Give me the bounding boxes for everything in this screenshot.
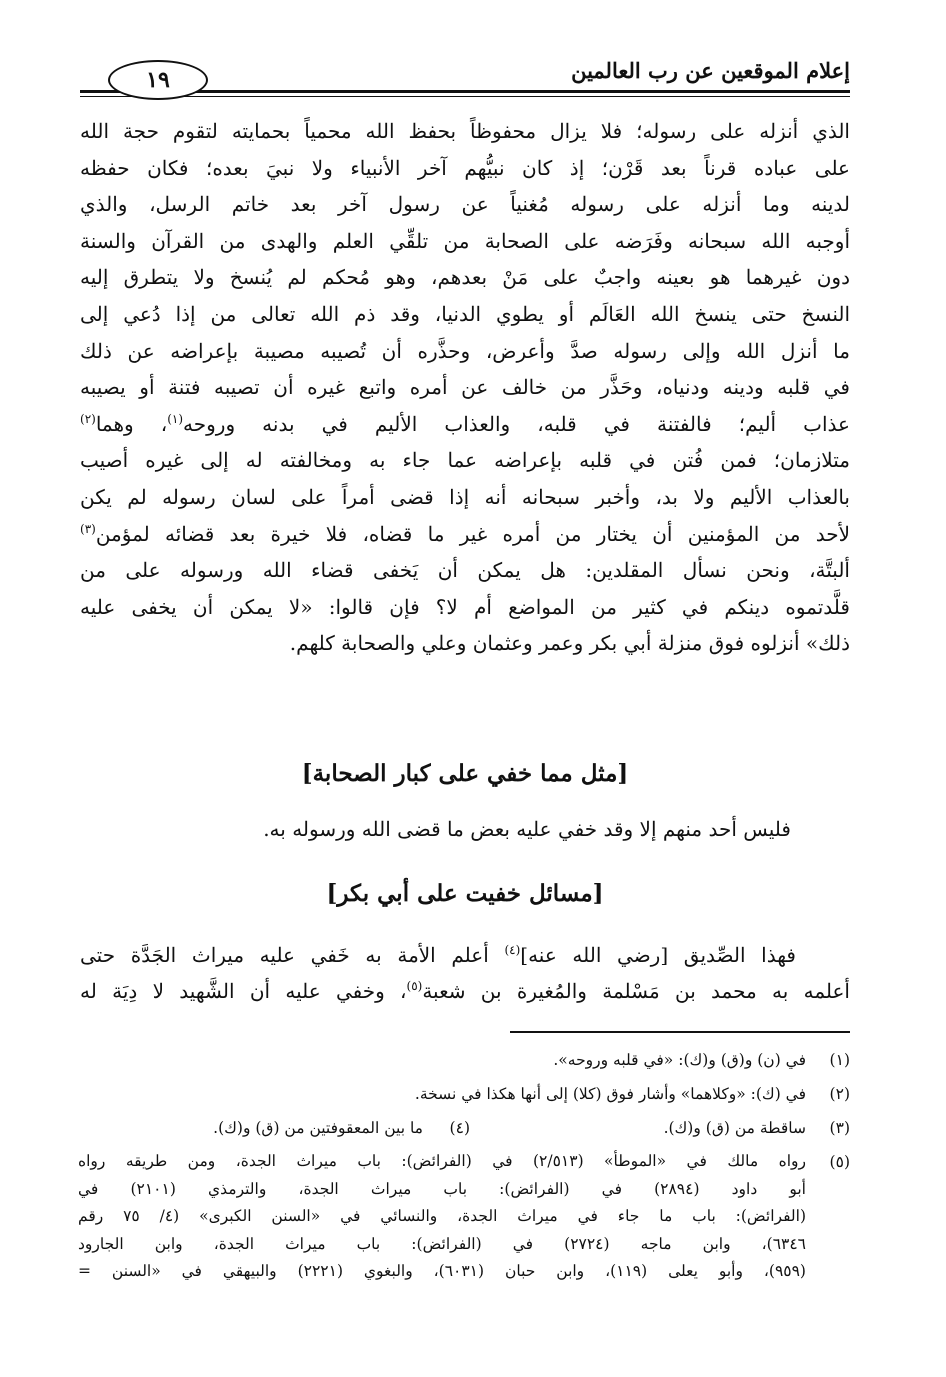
footnote-text: ما بين المعقوفتين من (ق) و(ك). [213,1119,423,1137]
text-line [80,937,850,973]
text-segment: لأحد من المؤمنين أن يختار من أمره غير ما قضاه، فلا خيرة بعد قضائه لمؤمن [95,521,850,546]
text-line: أوجبه الله سبحانه وفَرَضه على الصحابة من تلقِّي العلم والهدى من القرآن والسنة [80,228,850,253]
footnote-number: (٥) [829,1153,850,1171]
text-line: الذي أنزله على رسوله؛ فلا يزال محفوظاً بحفظ الله محمياً بحمايته لتقوم حجة الله [80,119,850,143]
footnotes [78,1046,850,1286]
footnote-item [78,1148,850,1286]
footnote-text: في (ك): «وكلاهما» وأشار فوق (كلا) إلى أنها هكذا في نسخة. [414,1085,806,1103]
book-title: إعلام الموقعين عن رب العالمين [571,58,850,83]
footnote-line: ٦٣٤٦)، وابن ماجه (٢٧٢٤) في (الفرائض): باب ميراث الجدة، وابن الجارود [78,1234,806,1253]
text-line: بالعذاب الأليم ولا بد، وأخبر سبحانه أنه إذا قضى أمراً على لسان رسوله لم يكن [80,484,850,509]
text-segment: أعلمه به محمد بن مَسْلمة والمُغيرة بن شعبة [422,979,850,1003]
section-paragraph [80,937,850,1009]
footnote-line: رواه مالك في «الموطأ» (٢/٥١٣) في (الفرائض): باب ميراث الجدة، ومن طريقه رواه [78,1152,806,1170]
text-line: ألبتَّة، ونحن نسأل المقلدين: هل يمكن أن يَخفى قضاء الله ورسوله على من [80,558,850,583]
section-text: فليس أحد منهم إلا وقد خفي عليه بعض ما قضى الله ورسوله به. [263,817,791,841]
text-line: قلَّدتموه دينكم في كثير من المواضع أم لا؟ فإن قالوا: «لا يمكن أن يخفى عليه [80,594,850,619]
footnote-number: (١) [829,1051,850,1069]
footnote-text [78,1148,806,1286]
text-segment: ، وهما [95,411,168,436]
text-line [80,516,850,553]
footnote-line: (٩٥٩)، وأبو يعلى (١١٩)، وابن حبان (٦٠٣١)، والبغوي (٢٢٢١) والبيهقي في «السنن = [78,1262,806,1280]
footnote-separator [510,1031,850,1033]
footnote-line: (الفرائض): باب ما جاء في ميراث الجدة، والنسائي في «السنن الكبرى» (٤/ ٧٥ رقم [78,1207,806,1225]
section-heading: [مسائل خفيت على أبي بكر] [326,880,604,907]
header-rule-thin [80,96,850,97]
text-segment: عذاب أليم؛ فالفتنة في قلبه، والعذاب الأليم في بدنه وروحه [183,411,850,436]
footnote-item [78,1046,850,1074]
text-line: ذلك» أنزلوه فوق منزلة أبي بكر وعمر وعثمان وعلي والصحابة كلهم. [289,631,850,656]
running-header [80,52,850,100]
section-heading: [مثل مما خفي على كبار الصحابة] [301,760,629,787]
text-line [80,973,850,1009]
footnote-ref[interactable]: (٣) [80,521,96,536]
text-segment: أعلم الأمة به خَفي عليه ميراث الجَدَّة حتى [80,943,505,967]
footnote-row [78,1114,850,1142]
footnote-number: (٤) [449,1119,470,1137]
footnote-ref[interactable]: (٢) [80,411,96,426]
text-line: في قلبه ودينه ودنياه، وحَذَّر من خالف عن أمره واتبع غيره أن تصيبه فتنة أو يصيبه [80,375,850,400]
footnote-line: أبو داود (٢٨٩٤) في (الفرائض): باب ميراث الجدة، والترمذي (٢١٠١) في [78,1179,806,1198]
footnote-ref[interactable]: (١) [167,411,184,426]
page-number-badge: ١٩ [108,60,208,100]
footnote-ref[interactable]: (٥) [406,979,423,993]
text-line: متلازمان؛ فمن فُتن في قلبه بإعراضه عما جاء به ومخالفته له إلى غيره أصيب [80,448,850,473]
footnote-number: (٣) [829,1119,850,1137]
text-segment: ، وخفي عليه أن الشَّهيد لا دِيَة له [80,979,407,1003]
footnote-text: ساقطة من (ق) و(ك). [663,1119,806,1137]
text-line: ما أنزل الله وإلى رسوله صدَّ وأعرض، وحذَّره أن تُصيبه مصيبة بإعراضه عن ذلك [80,338,850,363]
footnote-item [78,1080,850,1108]
text-line: لدينه وما أنزله على رسوله مُغنياً عن رسول آخر بعد خاتم الرسل، والذي [80,192,850,217]
main-text [80,113,850,662]
text-segment: فهذا الصِّديق [رضي الله عنه] [520,943,796,967]
footnote-ref[interactable]: (٤) [504,943,521,957]
text-line: على عباده قرناً بعد قَرْن؛ إذ كان نبيُّهم آخر الأنبياء ولا نبيَ بعده؛ فكان حفظه [80,155,850,180]
footnote-text: في (ن) و(ق) و(ك): «في قلبه وروحه». [553,1051,806,1069]
footnote-number: (٢) [829,1085,850,1103]
text-line [80,406,850,443]
text-line: دون غيرهما هو بعينه واجبٌ على مَنْ بعدهم، وهو مُحكم لم يُنسخ ولا يتطرق إليه [80,265,850,290]
text-line: النسخ حتى ينسخ الله العَالَم أو يطوي الدنيا، وقد ذم الله تعالى من إذا دُعي إلى [80,301,850,326]
